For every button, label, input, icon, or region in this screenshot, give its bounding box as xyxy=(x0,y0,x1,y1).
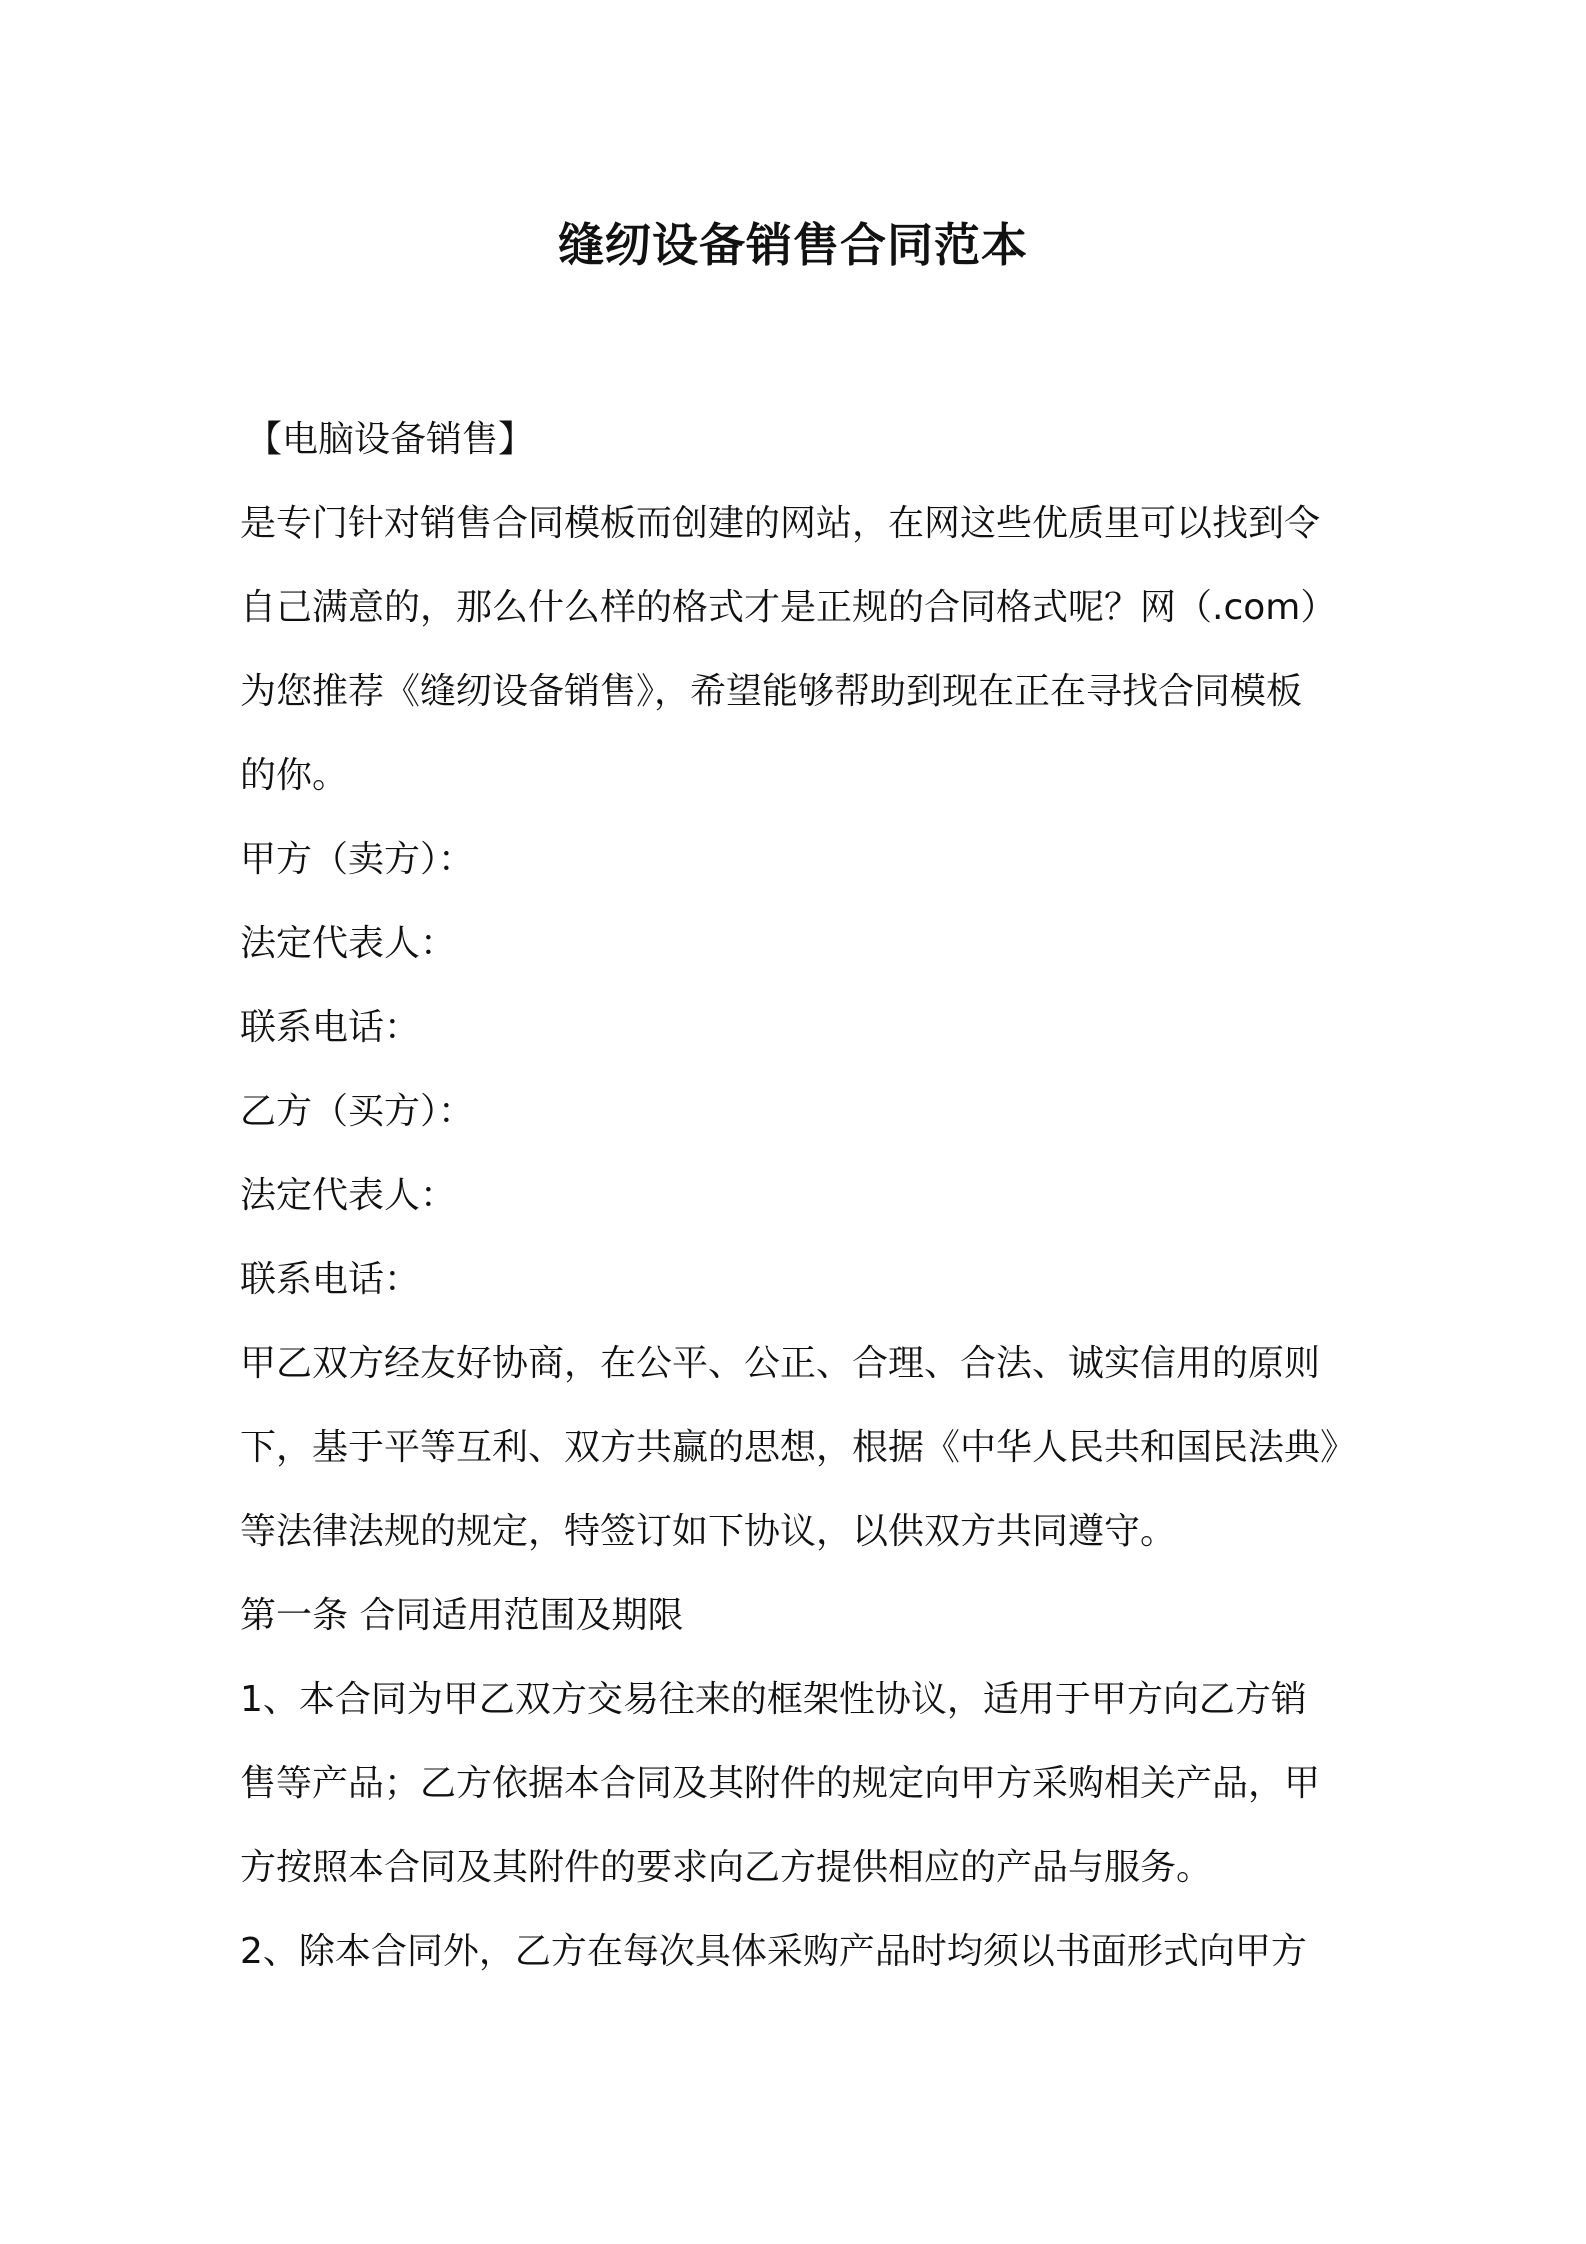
party-a-representative-label: 法定代表人： xyxy=(240,923,457,964)
party-a-label: 甲方（卖方）： xyxy=(240,839,475,880)
clause-1-line: 售等产品；乙方依据本合同及其附件的规定向甲方采购相关产品，甲 xyxy=(240,1763,1321,1804)
clause-1-line: 1、本合同为甲乙双方交易往来的框架性协议，适用于甲方向乙方销 xyxy=(240,1679,1307,1720)
document-body xyxy=(240,398,1360,1994)
party-b-representative-label: 法定代表人： xyxy=(240,1175,457,1216)
clause-2-line: 2、除本合同外，乙方在每次具体采购产品时均须以书面形式向甲方 xyxy=(240,1931,1307,1972)
intro-paragraph-line: 是专门针对销售合同模板而创建的网站，在网这些优质里可以找到令 xyxy=(240,503,1321,544)
clause-1-line: 方按照本合同及其附件的要求向乙方提供相应的产品与服务。 xyxy=(240,1847,1213,1888)
party-b-phone-label: 联系电话： xyxy=(240,1259,421,1300)
party-b-label: 乙方（买方）： xyxy=(240,1091,475,1132)
preamble-paragraph-line: 甲乙双方经友好协商，在公平、公正、合理、合法、诚实信用的原则 xyxy=(240,1343,1321,1384)
party-a-phone-label: 联系电话： xyxy=(240,1007,421,1048)
intro-paragraph-line: 为您推荐《缝纫设备销售》，希望能够帮助到现在正在寻找合同模板 xyxy=(240,671,1303,712)
intro-paragraph-line: 自己满意的，那么什么样的格式才是正规的合同格式呢？网（.com） xyxy=(240,587,1337,628)
document-title: 缝纫设备销售合同范本 xyxy=(558,218,1028,272)
article-heading: 第一条 合同适用范围及期限 xyxy=(240,1595,684,1636)
preamble-paragraph-line: 等法律法规的规定，特签订如下协议，以供双方共同遵守。 xyxy=(240,1511,1177,1552)
section-heading: 【电脑设备销售】 xyxy=(246,419,535,460)
intro-paragraph-line: 的你。 xyxy=(240,755,349,796)
preamble-paragraph-line: 下，基于平等互利、双方共赢的思想，根据《中华人民共和国民法典》 xyxy=(240,1427,1357,1468)
